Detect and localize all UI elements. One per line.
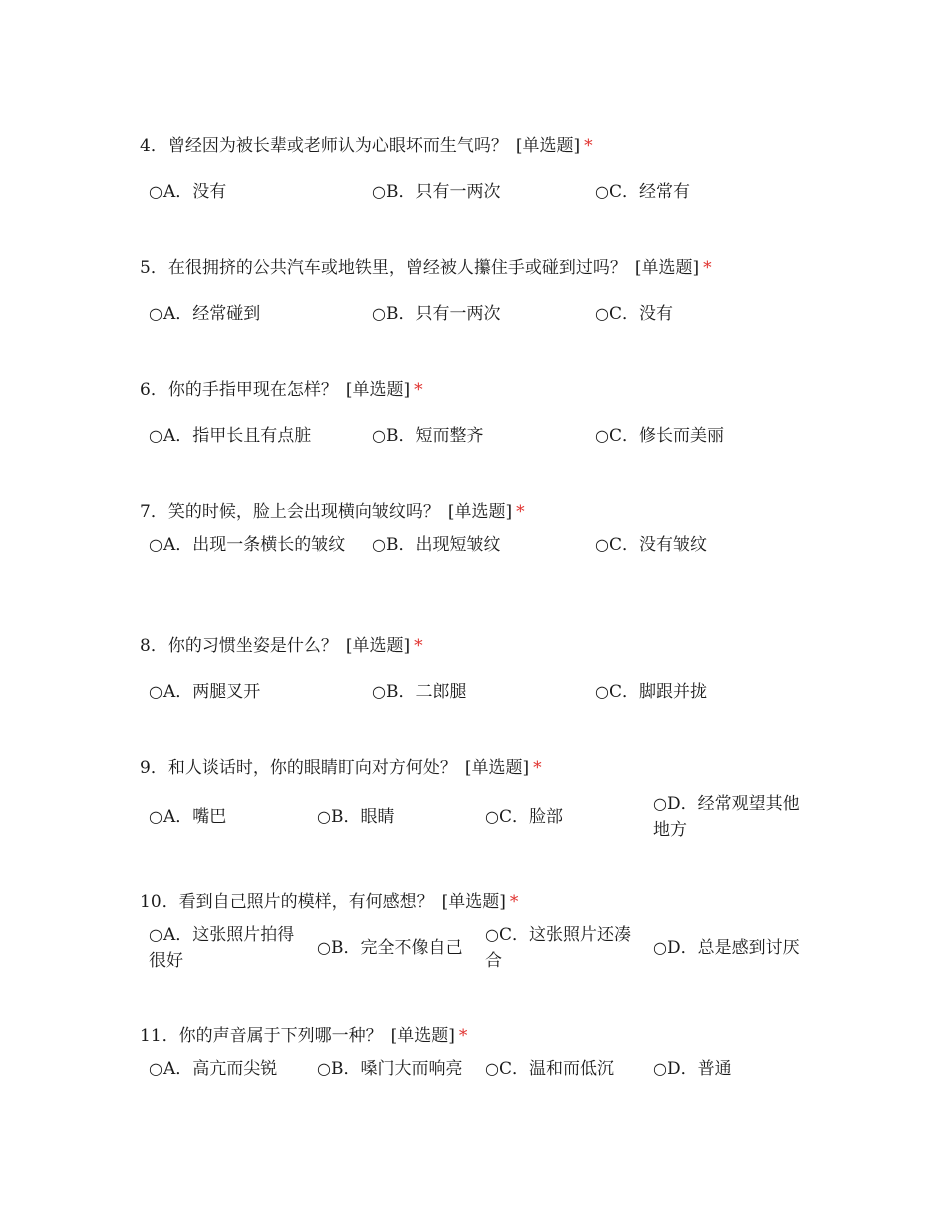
option-c[interactable] [485,1056,653,1082]
required-mark: * [509,892,519,912]
option-c[interactable] [595,423,818,449]
option-d[interactable] [653,1056,821,1082]
option-label: A．高亢而尖锐 [162,1059,278,1079]
question-title [140,501,840,523]
option-group [149,532,840,558]
option-label: C．这张照片还凑合 [485,925,631,971]
option-group [149,791,840,843]
option-c[interactable] [485,922,653,974]
option-label: B．完全不像自己 [330,938,463,958]
question-title [140,635,840,657]
option-label: D．普通 [666,1059,732,1079]
radio-circle-icon[interactable]: ○ [372,682,386,701]
option-label: B．短而整齐 [385,426,484,446]
required-mark: * [458,1026,468,1046]
radio-circle-icon[interactable]: ○ [595,426,609,445]
option-label: A．指甲长且有点脏 [162,426,312,446]
radio-circle-icon[interactable]: ○ [485,1059,499,1078]
option-label: B．眼睛 [330,807,395,827]
question-number: 7． [140,502,168,522]
question-text: 笑的时候，脸上会出现横向皱纹吗？ [167,502,440,522]
option-group [149,679,840,705]
radio-circle-icon[interactable]: ○ [149,426,163,445]
required-mark: * [414,636,423,656]
radio-circle-icon[interactable]: ○ [317,1059,331,1078]
option-label: C．修长而美丽 [608,426,724,446]
option-b[interactable] [317,1056,485,1082]
option-a[interactable] [149,679,372,705]
option-b[interactable] [317,935,485,961]
question-title [140,257,840,279]
radio-circle-icon[interactable]: ○ [372,426,386,445]
option-b[interactable] [372,301,595,327]
option-d[interactable] [653,791,821,843]
question-number: 8． [140,636,168,656]
radio-circle-icon[interactable]: ○ [317,807,331,826]
radio-circle-icon[interactable]: ○ [485,807,499,826]
option-a[interactable] [149,922,317,974]
question-number: 11． [140,1026,179,1046]
option-label: B．只有一两次 [385,304,501,324]
radio-circle-icon[interactable]: ○ [595,535,609,554]
option-a[interactable] [149,804,317,830]
required-mark: * [533,758,542,778]
radio-circle-icon[interactable]: ○ [149,807,163,826]
question-text: 在很拥挤的公共汽车或地铁里，曾经被人攥住手或碰到过吗？ [167,258,627,278]
option-b[interactable] [317,804,485,830]
required-mark: * [516,502,525,522]
question-number: 5． [140,258,168,278]
option-group [149,179,840,205]
option-label: B．嗓门大而响亮 [330,1059,463,1079]
radio-circle-icon[interactable]: ○ [653,794,667,813]
radio-circle-icon[interactable]: ○ [149,1059,163,1078]
question-9 [140,757,840,843]
required-mark: * [414,380,423,400]
question-11 [140,1025,840,1082]
question-type-tag: [单选题] [634,258,700,278]
question-7 [140,501,840,558]
question-number: 4． [140,136,168,156]
option-group [149,423,840,449]
required-mark: * [703,258,712,278]
question-text: 曾经因为被长辈或老师认为心眼坏而生气吗？ [167,136,508,156]
radio-circle-icon[interactable]: ○ [595,682,609,701]
question-type-tag: [单选题] [447,502,513,522]
question-4 [140,135,840,205]
radio-circle-icon[interactable]: ○ [149,925,163,944]
radio-circle-icon[interactable]: ○ [372,304,386,323]
option-label: B．出现短皱纹 [385,535,501,555]
question-8 [140,635,840,705]
option-label: C．脚跟并拢 [608,682,707,702]
option-c[interactable] [485,804,653,830]
option-a[interactable] [149,179,372,205]
radio-circle-icon[interactable]: ○ [653,938,667,957]
option-b[interactable] [372,179,595,205]
radio-circle-icon[interactable]: ○ [149,182,163,201]
question-title [140,135,840,157]
option-d[interactable] [653,935,821,961]
question-type-tag: [单选题] [515,136,581,156]
option-label: C．经常有 [608,182,690,202]
option-a[interactable] [149,301,372,327]
option-c[interactable] [595,301,818,327]
question-type-tag: [单选题] [345,380,411,400]
question-number: 10． [140,892,179,912]
option-label: D．总是感到讨厌 [666,938,800,958]
option-label: B．二郎腿 [385,682,467,702]
question-type-tag: [单选题] [390,1026,455,1046]
question-text: 你的声音属于下列哪一种？ [178,1026,383,1046]
question-type-tag: [单选题] [441,892,506,912]
question-10 [140,891,840,974]
radio-circle-icon[interactable]: ○ [317,938,331,957]
question-text: 你的习惯坐姿是什么？ [167,636,338,656]
question-text: 你的手指甲现在怎样？ [167,380,338,400]
option-c[interactable] [595,679,818,705]
question-number: 6． [140,380,168,400]
question-type-tag: [单选题] [464,758,530,778]
option-label: A．经常碰到 [162,304,261,324]
required-mark: * [584,136,593,156]
question-title [140,379,840,401]
radio-circle-icon[interactable]: ○ [595,182,609,201]
option-label: C．没有皱纹 [608,535,707,555]
radio-circle-icon[interactable]: ○ [149,304,163,323]
radio-circle-icon[interactable]: ○ [653,1059,667,1078]
question-title [140,757,840,779]
option-c[interactable] [595,532,818,558]
option-group [149,922,840,974]
radio-circle-icon[interactable]: ○ [149,682,163,701]
option-label: C．脸部 [498,807,563,827]
option-b[interactable] [372,679,595,705]
option-group [149,1056,840,1082]
option-label: A．没有 [162,182,227,202]
radio-circle-icon[interactable]: ○ [372,182,386,201]
question-text: 看到自己照片的模样，有何感想？ [178,892,434,912]
option-a[interactable] [149,423,372,449]
radio-circle-icon[interactable]: ○ [372,535,386,554]
option-a[interactable] [149,1056,317,1082]
option-a[interactable] [149,532,372,558]
radio-circle-icon[interactable]: ○ [595,304,609,323]
option-b[interactable] [372,423,595,449]
question-number: 9． [140,758,168,778]
option-label: D．经常观望其他地方 [653,794,800,840]
option-label: B．只有一两次 [385,182,501,202]
question-5 [140,257,840,327]
radio-circle-icon[interactable]: ○ [149,535,163,554]
option-b[interactable] [372,532,595,558]
option-label: C．没有 [608,304,673,324]
option-group [149,301,840,327]
radio-circle-icon[interactable]: ○ [485,925,499,944]
question-6 [140,379,840,449]
question-type-tag: [单选题] [345,636,411,656]
question-text: 和人谈话时，你的眼睛盯向对方何处？ [167,758,457,778]
option-c[interactable] [595,179,818,205]
option-label: A．出现一条横长的皱纹 [162,535,346,555]
option-label: A．这张照片拍得很好 [149,925,295,971]
option-label: C．温和而低沉 [498,1059,614,1079]
option-label: A．嘴巴 [162,807,227,827]
question-title [140,1025,840,1047]
option-label: A．两腿叉开 [162,682,261,702]
question-title [140,891,840,913]
